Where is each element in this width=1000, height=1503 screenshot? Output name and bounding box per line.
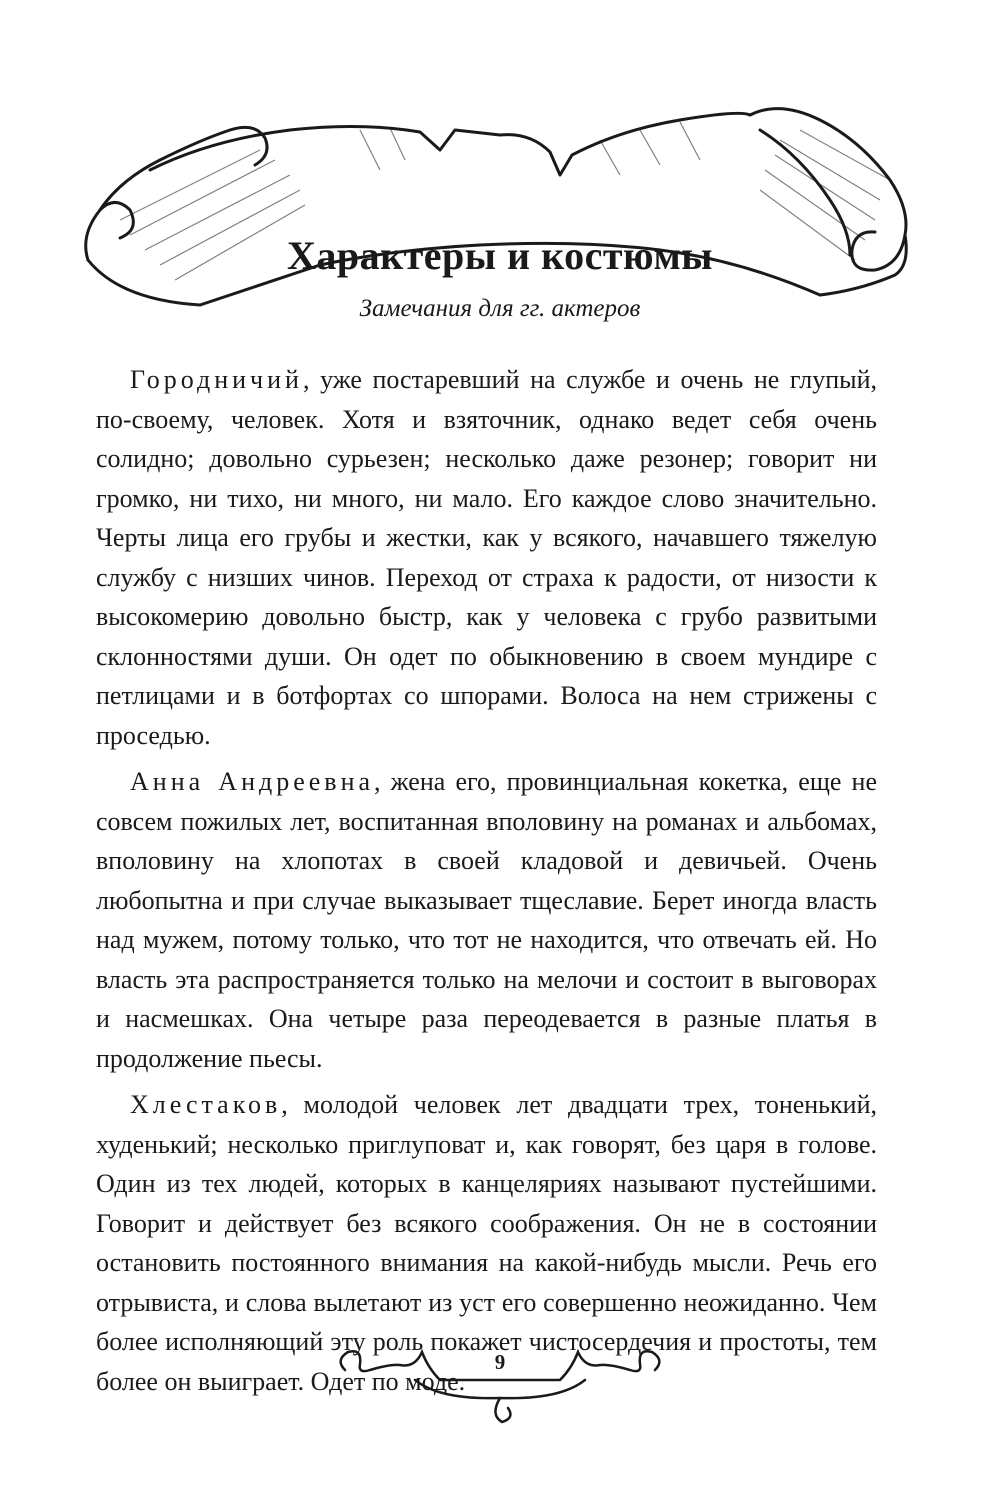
paragraph-text: , уже постаревший на службе и очень не глупый, по-своему, человек. Хотя и взяточник, однако ведет себя очень солидно; довольно сурьезен; несколько даже резонер; говорит ни громко, ни тихо, ни много, ни мало. Его каждое слово значительно. Черты лица его грубы и жестки, как у всякого, начавшего тяжелую службу с низших чинов. Переход от страха к радости, от низости к высокомерию довольно быстр, как у человека с грубо развитыми склонностями души. Он одет по обыкновению в своем мундире с петлицами и в ботфортах со шпорами. Волоса на нем стрижены с проседью. (96, 365, 877, 750)
paragraph-text: , жена его, провинциальная кокетка, еще не совсем пожилых лет, воспитанная вполовину на романах и альбомах, вполовину на хлопотах в своей кладовой и девичьей. Очень любопытна и при случае выказывает тщеславие. Берет иногда власть над мужем, потому только, что тот не находится, что отвечать ей. Но власть эта распространяется только на мелочи и состоит в выговорах и насмешках. Она четыре раза переодевается в разные платья в продолжение пьесы. (96, 767, 877, 1073)
character-name: Анна Андреевна (130, 767, 375, 796)
character-name: Хлестаков (130, 1090, 282, 1119)
page-subtitle: Замечания для гг. актеров (359, 295, 641, 322)
paragraph-anna-andreevna (96, 762, 877, 1078)
paragraph-gorodnichiy (96, 360, 877, 755)
paragraph-text: , молодой человек лет двадцати трех, тоненький, худенький; несколько приглуповат и, как говорят, без царя в голове. Один из тех людей, которых в канцеляриях называют пустейшими. Говорит и действует без всякого соображения. Он не в состоянии остановить постоянного внимания на какой-нибудь мысли. Речь его отрывиста, и слова вылетают из уст его совершенно неожиданно. Чем более исполняющий эту роль покажет чистосердечия и простоты, тем более он выиграет. Одет по моде. (96, 1090, 877, 1396)
page-number: 9 (494, 1350, 506, 1374)
page-title: Характеры и костюмы (286, 233, 714, 278)
body-text (96, 360, 877, 1408)
character-name: Городничий (130, 365, 303, 394)
